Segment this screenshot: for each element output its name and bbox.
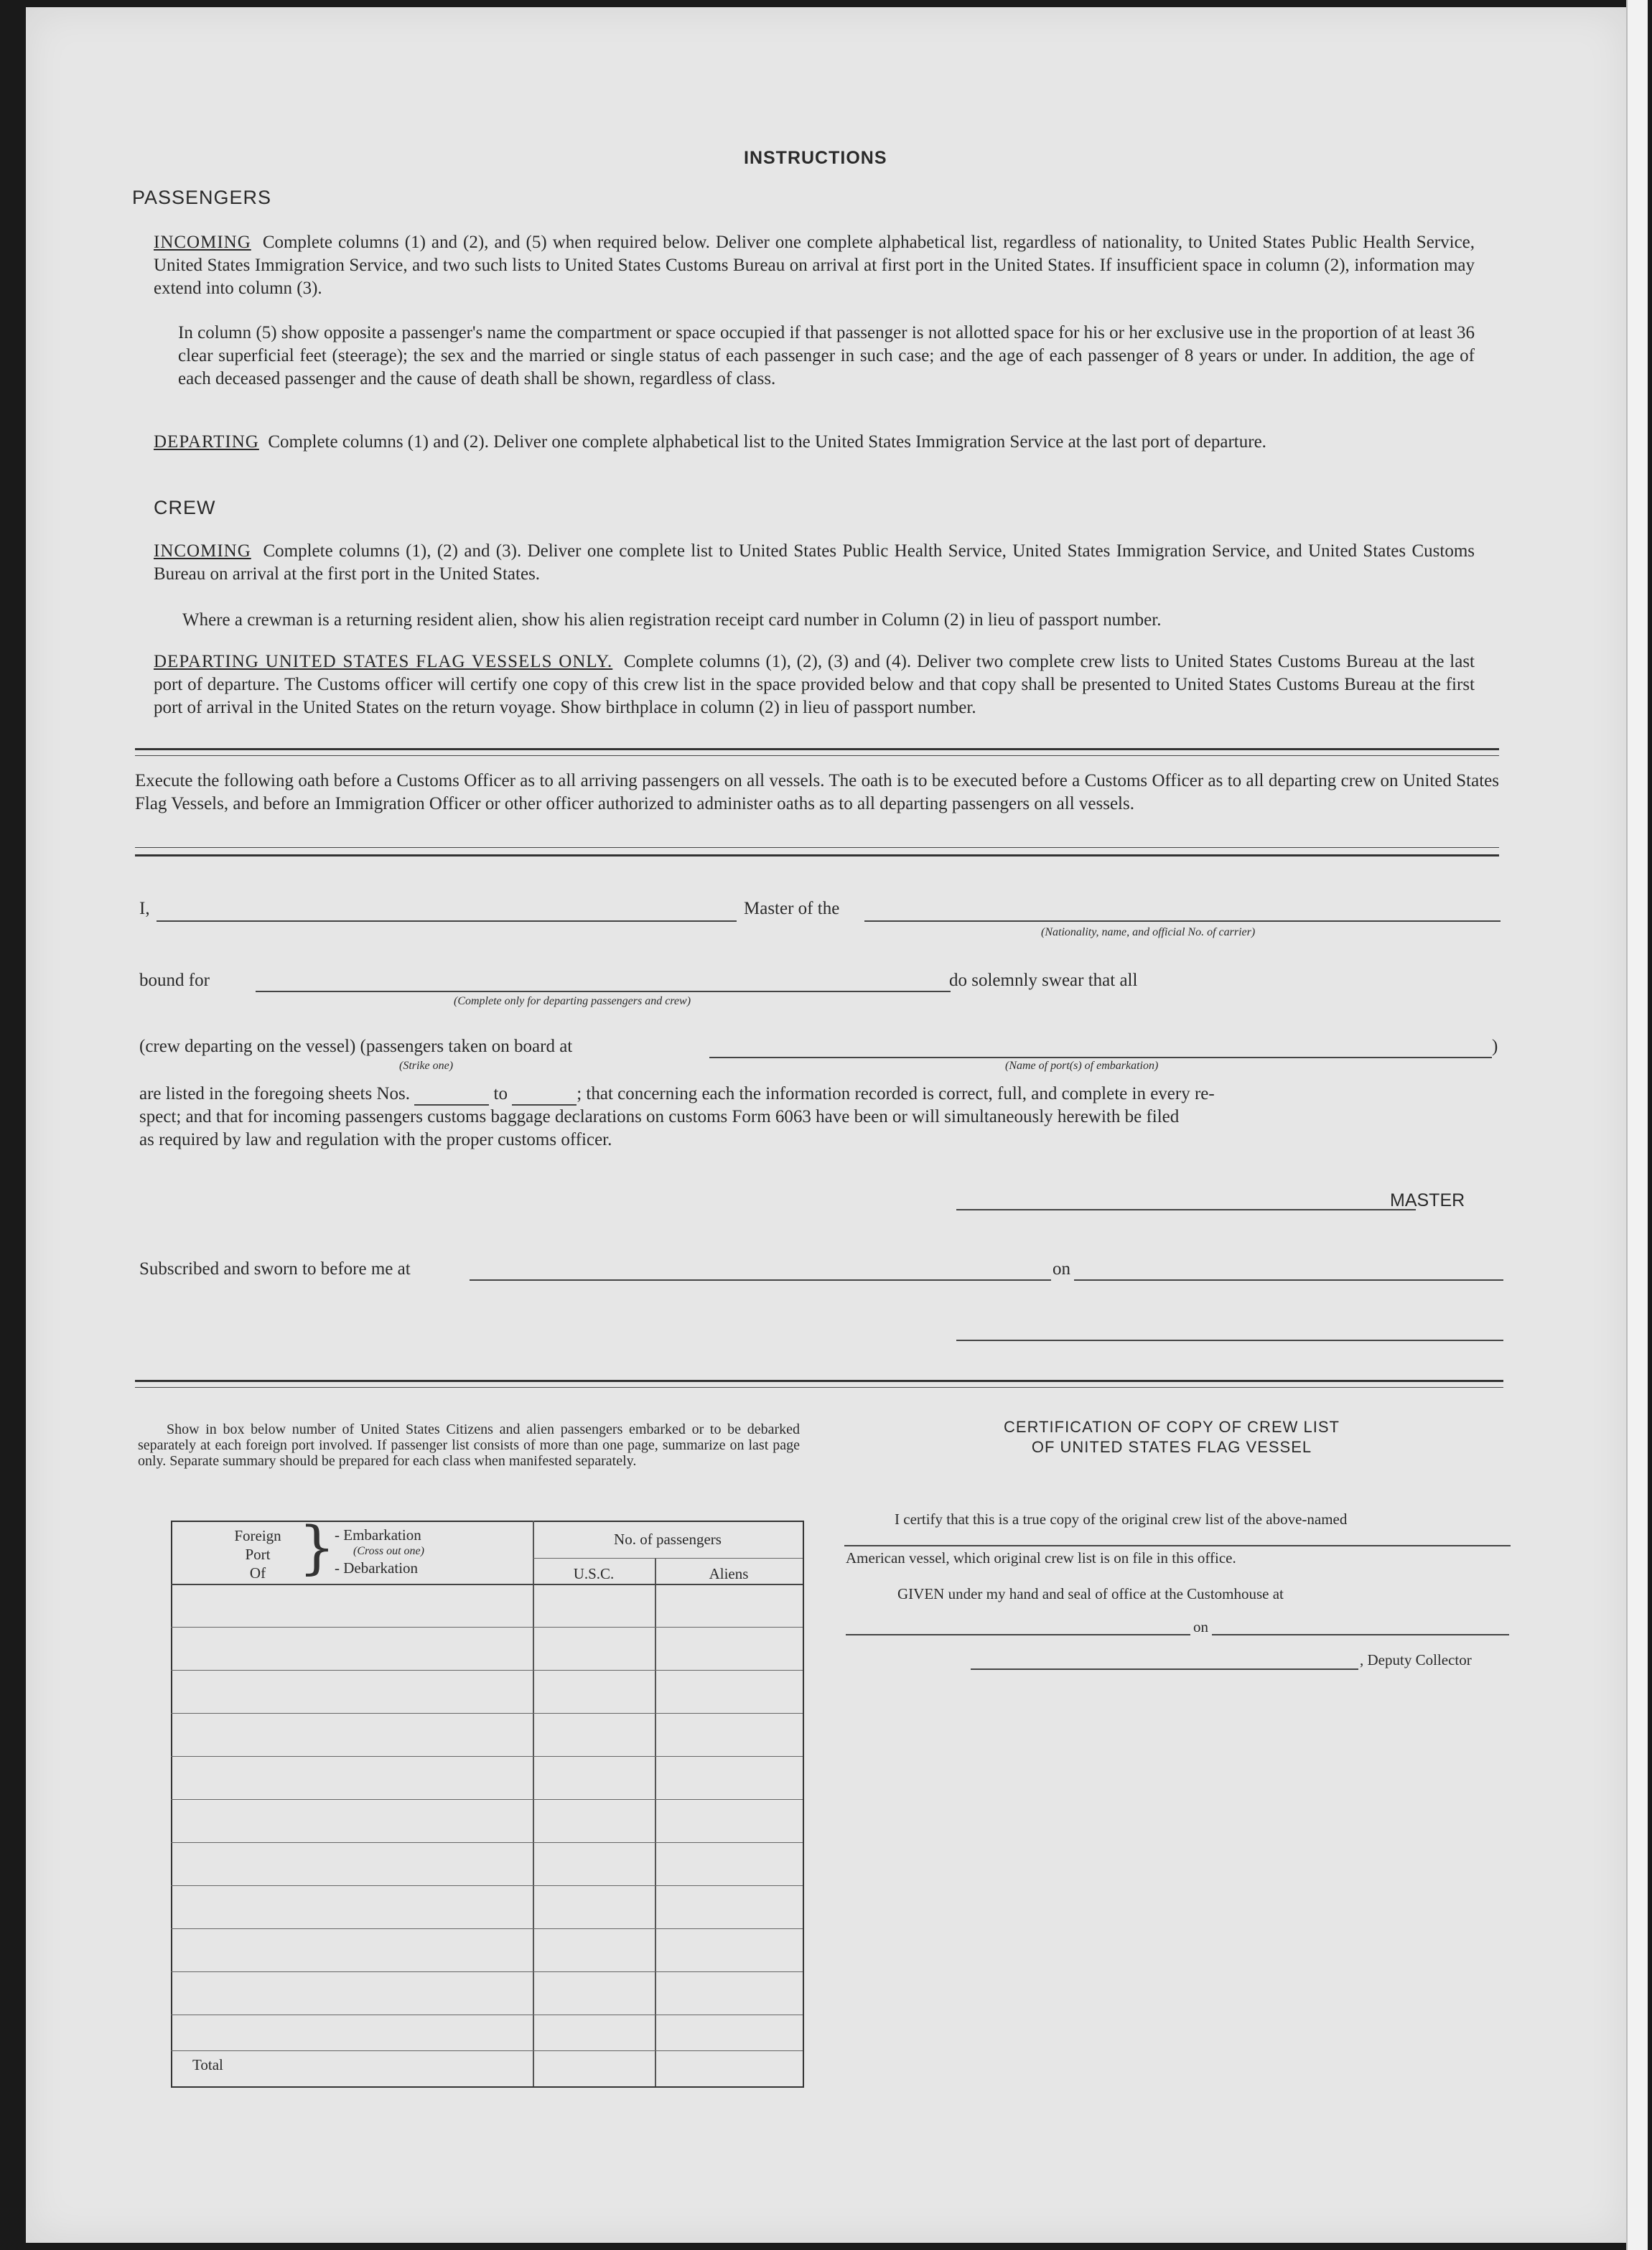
listed-line1-rest: ; that concerning each the information recorded is correct, full, and complete in every re- [577,1084,1215,1103]
sworn-place-field[interactable] [470,1279,1051,1281]
table-row [171,1756,803,1757]
of-label: Of [249,1564,266,1582]
divider-rule [135,755,1499,756]
header-bottom-rule [171,1584,803,1585]
crew-incoming-label: INCOMING [154,541,251,561]
sheet-from-field[interactable] [414,1084,489,1106]
table-row [171,1971,803,1972]
page-title: INSTRUCTIONS [744,148,887,168]
port-label: Port [245,1546,271,1563]
crew-incoming-text: Complete columns (1), (2) and (3). Deliver one complete list to United States Public Health Service, United States Immigration Service, and United States Customs Bureau on arrival at the first port in the United States. [154,541,1475,584]
crew-heading: CREW [154,497,216,518]
header-divider [533,1558,803,1559]
form-page [26,7,1628,2243]
table-row [171,1885,803,1886]
divider-rule [135,854,1499,856]
sworn-date-field[interactable] [1074,1279,1503,1281]
deputy-collector-label: , Deputy Collector [1360,1651,1472,1668]
certify-line2: American vessel, which original crew list is on file in this office. [846,1549,1236,1567]
cross-out-label: (Cross out one) [353,1545,424,1557]
oath-instructions: Execute the following oath before a Customs Officer as to all arriving passengers on all vessels. The oath is to be executed before a Customs Officer as to all departing crew on United States Flag Vessels, and before an Immigration Officer or other officer authorized to administer oaths as to all departing passengers on all vessels. [135,771,1499,813]
strike-one-caption: (Strike one) [399,1060,454,1072]
divider-rule [135,748,1499,750]
total-label: Total [192,2056,223,2073]
certify-top-rule [844,1545,1511,1546]
embarkation-port-field[interactable] [709,1057,1492,1058]
embarkation-label: - Embarkation [335,1526,421,1544]
listed-line2: spect; and that for incoming passengers customs baggage declarations on customs Form 6063 have been or will simultaneously herewith be filed [139,1107,1180,1126]
foreign-label: Foreign [234,1527,281,1544]
passengers-incoming-label: INCOMING [154,233,251,252]
listed-line1 [139,1084,1215,1106]
bound-for-field[interactable] [256,991,951,992]
close-paren: ) [1492,1037,1498,1056]
passengers-departing-label: DEPARTING [154,432,259,452]
sworn-on-label: on [1053,1259,1070,1279]
passengers-column5-paragraph: In column (5) show opposite a passenger's name the compartment or space occupied if that passenger is not allotted space for his or her exclusive use in the proportion of at least 36 clear superficial feet (steerage); the sex and the married or single status of each passenger in such case; and the age of each passenger of 8 years or under. In addition, the age of each deceased passenger and the cause of death shall be shown, regardless of class. [178,323,1475,388]
column-divider [533,1521,534,2086]
brace-glyph: } [299,1514,335,1581]
master-name-field[interactable] [157,920,737,922]
crew-incoming-paragraph [154,540,1475,586]
divider-rule [135,847,1499,848]
passengers-departing-text: Complete columns (1) and (2). Deliver one complete alphabetical list to the United States Immigration Service at the last port of departure. [268,432,1266,452]
table-row [171,2050,803,2051]
embarkation-caption: (Name of port(s) of embarkation) [1005,1060,1159,1072]
carrier-field[interactable] [864,920,1501,922]
subscribed-label: Subscribed and sworn to before me at [139,1259,411,1279]
to-label: to [493,1084,508,1103]
table-row [171,1627,803,1628]
certification-title [849,1417,1495,1457]
crew-departing-paragraph [154,650,1475,719]
customhouse-field[interactable] [846,1634,1190,1635]
table-row [171,1799,803,1800]
usc-header: U.S.C. [573,1565,615,1582]
listed-sheets-label: are listed in the foregoing sheets Nos. [139,1084,410,1103]
bound-for-caption: (Complete only for departing passengers and crew) [454,995,691,1007]
cert-on-label: on [1193,1618,1208,1635]
cert-date-field[interactable] [1212,1634,1509,1635]
debarkation-label: - Debarkation [335,1559,419,1577]
crew-departing-text: Complete columns (1), (2), (3) and (4). Deliver two complete crew lists to United States Customs Bureau at the last port of departure. The Customs officer will certify one copy of this crew list in the space provided below and that copy shall be presented to United States Customs Bureau at the first port of arrival in the United States on the return voyage. Show birthplace in column (2) in lieu of passport number. [154,652,1475,717]
sheet-to-field[interactable] [512,1084,577,1106]
listed-line3: as required by law and regulation with the proper customs officer. [139,1130,612,1149]
given-label: GIVEN under my hand and seal of office at the Customhouse at [897,1585,1284,1602]
officer-signature-field[interactable] [956,1340,1503,1341]
master-signature-field[interactable] [956,1209,1416,1210]
edge-stripe [1626,0,1648,2250]
column-divider [655,1558,656,2086]
table-row [171,1842,803,1843]
passengers-heading: PASSENGERS [132,187,272,208]
no-of-passengers-header: No. of passengers [614,1531,722,1548]
passengers-incoming-paragraph [154,231,1475,300]
passenger-summary-box [171,1514,804,2088]
divider-rule [135,1387,1503,1388]
passengers-incoming-text: Complete columns (1) and (2), and (5) when required below. Deliver one complete alphabetical list, regardless of nationality, to United States Public Health Service, United States Immigration Service, and two such lists to United States Customs Bureau on arrival at first port in the United States. If insufficient space in column (2), information may extend into column (3). [154,233,1475,298]
foreign-port-of-label [218,1526,297,1582]
crew-departing-label: DEPARTING UNITED STATES FLAG VESSELS ONLY. [154,652,613,671]
table-row [171,1928,803,1929]
bound-for-label: bound for [139,971,210,990]
table-row [171,1670,803,1671]
certify-line1: I certify that this is a true copy of the original crew list of the above-named [895,1511,1348,1528]
table-row [171,1713,803,1714]
crew-passengers-label: (crew departing on the vessel) (passengers taken on board at [139,1037,573,1056]
deputy-collector-signature-field[interactable] [971,1668,1358,1670]
aliens-header: Aliens [709,1565,749,1582]
carrier-caption: (Nationality, name, and official No. of carrier) [1041,926,1256,938]
master-label: MASTER [1390,1190,1465,1210]
certification-title-line1: CERTIFICATION OF COPY OF CREW LIST [1004,1418,1340,1436]
master-of-the-label: Master of the [744,899,840,918]
passengers-departing-paragraph [154,431,1475,454]
summary-instructions: Show in box below number of United States Citizens and alien passengers embarked or to be debarked separately at each foreign port involved. If passenger list consists of more than one page, summarize on last page only. Separate summary should be prepared for each class when manifested separately. [138,1422,800,1469]
certification-title-line2: OF UNITED STATES FLAG VESSEL [1031,1438,1312,1456]
do-swear-label: do solemnly swear that all [949,971,1138,990]
oath-i-label: I, [139,899,150,918]
crew-resident-paragraph: Where a crewman is a returning resident alien, show his alien registration receipt card number in Column (2) in lieu of passport number. [182,610,1162,630]
divider-rule [135,1380,1503,1382]
